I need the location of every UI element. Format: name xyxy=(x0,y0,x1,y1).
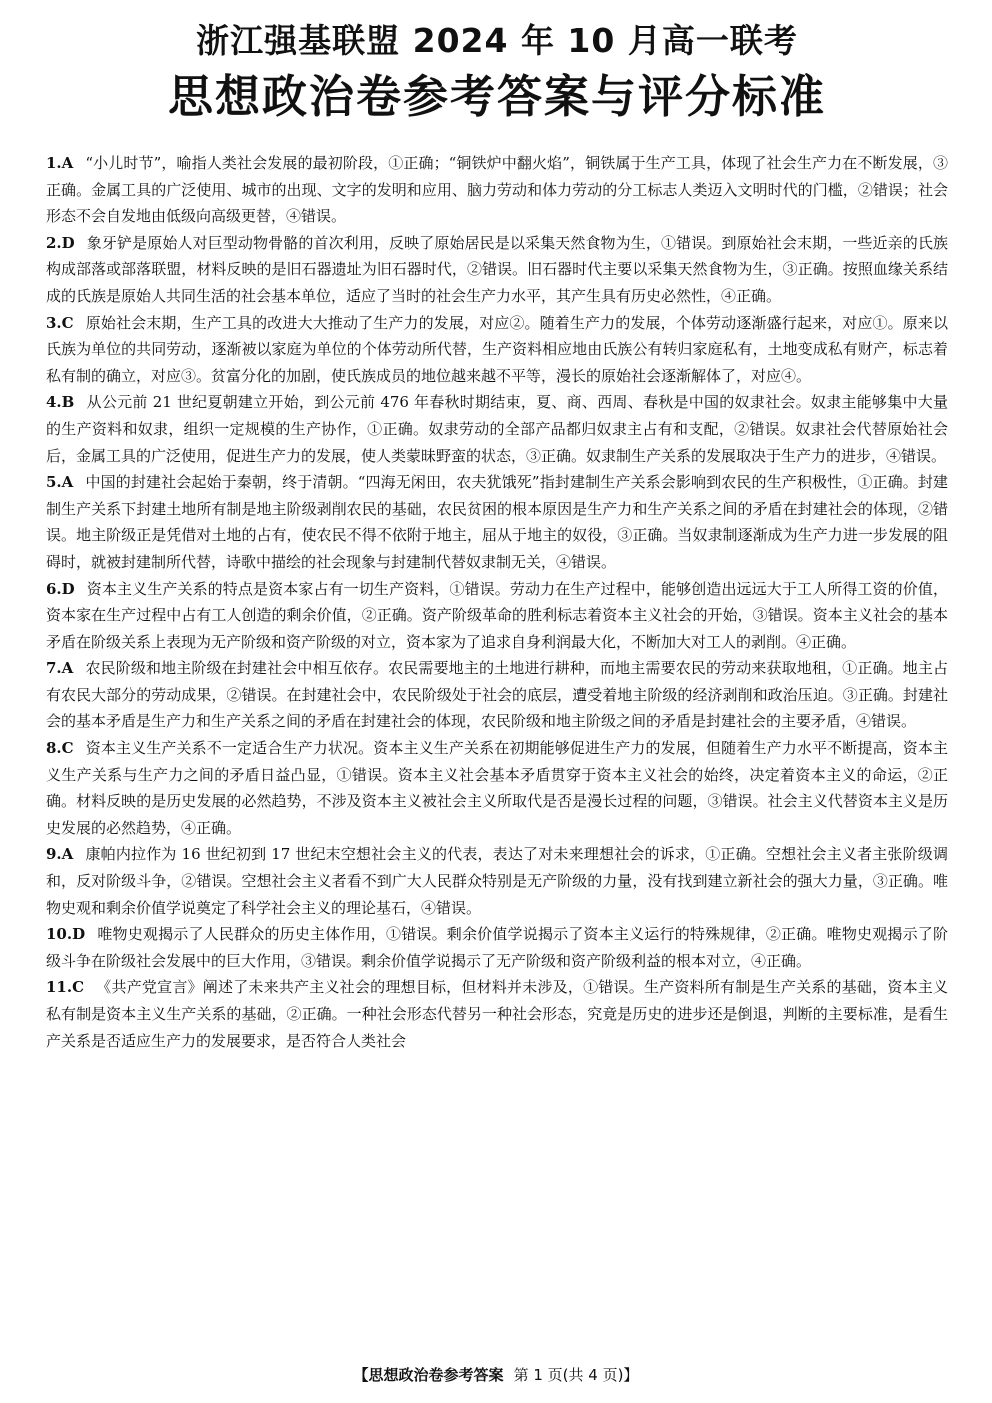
answer-number: 7. xyxy=(46,659,62,678)
answer-number: 9. xyxy=(46,845,62,864)
answer-number: 4. xyxy=(46,393,62,412)
answer-number: 11. xyxy=(46,978,73,997)
exam-title: 浙江强基联盟 2024 年 10 月高一联考 xyxy=(196,21,798,60)
answer-item-9 xyxy=(46,841,948,921)
answer-number: 1. xyxy=(46,154,62,172)
answer-key: C xyxy=(61,739,74,758)
answer-number: 8. xyxy=(46,739,62,758)
answer-number: 3. xyxy=(46,313,62,332)
answer-explanation: 原始社会末期，生产工具的改进大大推动了生产力的发展，对应②。随着生产力的发展，个体劳动逐渐盛行起来，对应①。原来以氏族为单位的共同劳动，逐渐被以家庭为单位的个体劳动所代替，生产资料相应地由氏族公有转归家庭私有，土地变成私有财产，标志着私有制的确立，对应③。贫富分化的加剧，使氏族成员的地位越来越不平等，漫长的原始社会逐渐解体了，对应④。 xyxy=(46,313,948,385)
answer-key: A xyxy=(61,845,74,864)
page-footer xyxy=(0,1364,992,1385)
answer-explanation: 从公元前 21 世纪夏朝建立开始，到公元前 476 年春秋时期结束，夏、商、西周、春秋是中国的奴隶社会。奴隶主能够集中大量的生产资料和奴隶，组织一定规模的生产协作，①正确。奴隶劳动的全部产品都归奴隶主占有和支配，②错误。奴隶社会代替原始社会后，金属工具的广泛使用，促进生产力的发展，使人类蒙昧野蛮的状态，③正确。奴隶制生产关系的发展取决于生产力的进步，④错误。 xyxy=(46,393,948,465)
answer-key: D xyxy=(61,579,75,598)
document-title: 思想政治卷参考答案与评分标准 xyxy=(167,70,826,123)
answer-key: D xyxy=(61,233,75,252)
answer-explanation: 唯物史观揭示了人民群众的历史主体作用，①错误。剩余价值学说揭示了资本主义运行的特殊规律，②正确。唯物史观揭示了阶级斗争在阶级社会发展中的巨大作用，③错误。剩余价值学说揭示了无产阶级和资产阶级利益的根本对立，④正确。 xyxy=(46,925,948,970)
answer-explanation: 《共产党宣言》阐述了未来共产主义社会的理想目标，但材料并未涉及，①错误。生产资料所有制是生产关系的基础，资本主义私有制是资本主义生产关系的基础，②正确。一种社会形态代替另一种社会形态，究竟是历史的进步还是倒退，判断的主要标准，是看生产关系是否适应生产力的发展要求，是否符合人类社会 xyxy=(46,978,948,1050)
answer-explanation: 资本主义生产关系的特点是资本家占有一切生产资料，①错误。劳动力在生产过程中，能够创造出远远大于工人所得工资的价值，资本家在生产过程中占有工人创造的剩余价值，②正确。资产阶级革命的胜利标志着资本主义社会的开始，③错误。资本主义社会的基本矛盾在阶级关系上表现为无产阶级和资产阶级的对立，资本家为了追求自身利润最大化，不断加大对工人的剥削。④正确。 xyxy=(46,579,948,651)
answer-item-1 xyxy=(46,150,948,230)
answer-item-11 xyxy=(46,974,948,1054)
answer-item-7 xyxy=(46,655,948,735)
answer-number: 6. xyxy=(46,579,62,598)
answer-key: B xyxy=(61,393,75,412)
answer-explanation: 中国的封建社会起始于秦朝，终于清朝。“四海无闲田，农夫犹饿死”指封建制生产关系会影响到农民的生产积极性，①正确。封建制生产关系下封建土地所有制是地主阶级剥削农民的基础，农民贫困的根本原因是生产力和生产关系之间的矛盾在封建社会的体现，②错误。地主阶级正是凭借对土地的占有，使农民不得不依附于地主，屈从于地主的奴役，③正确。当奴隶制逐渐成为生产力进一步发展的阻碍时，就被封建制所代替，诗歌中描绘的社会现象与封建制代替奴隶制无关，④错误。 xyxy=(46,473,948,571)
answer-key: D xyxy=(72,925,86,944)
answer-list xyxy=(46,150,948,1054)
footer-label: 【思想政治卷参考答案 xyxy=(353,1366,504,1384)
answer-item-10 xyxy=(46,921,948,974)
answer-explanation: “小儿时节”，喻指人类社会发展的最初阶段，①正确；“铜铁炉中翻火焰”，铜铁属于生产工具，体现了社会生产力在不断发展，③正确。金属工具的广泛使用、城市的出现、文字的发明和应用、脑力劳动和体力劳动的分工标志人类迈入文明时代的门槛，②错误；社会形态不会自发地由低级向高级更替，④错误。 xyxy=(46,154,948,226)
answer-item-3 xyxy=(46,310,948,390)
answer-item-5 xyxy=(46,469,948,575)
answer-item-6 xyxy=(46,576,948,656)
answer-key: C xyxy=(61,313,74,332)
answer-explanation: 康帕内拉作为 16 世纪初到 17 世纪末空想社会主义的代表，表达了对未来理想社会的诉求，①正确。空想社会主义者主张阶级调和，反对阶级斗争，②错误。空想社会主义者看不到广大人民群众特别是无产阶级的力量，没有找到建立新社会的强大力量，③正确。唯物史观和剩余价值学说奠定了科学社会主义的理论基石，④错误。 xyxy=(46,845,948,917)
answer-key: A xyxy=(61,154,74,172)
answer-item-8 xyxy=(46,735,948,841)
answer-explanation: 农民阶级和地主阶级在封建社会中相互依存。农民需要地主的土地进行耕种，而地主需要农民的劳动来获取地租，①正确。地主占有农民大部分的劳动成果，②错误。在封建社会中，农民阶级处于社会的底层，遭受着地主阶级的经济剥削和政治压迫。③正确。封建社会的基本矛盾是生产力和生产关系之间的矛盾在封建社会的体现，农民阶级和地主阶级之间的矛盾是封建社会的主要矛盾，④错误。 xyxy=(46,659,948,731)
answer-explanation: 资本主义生产关系不一定适合生产力状况。资本主义生产关系在初期能够促进生产力的发展，但随着生产力水平不断提高，资本主义生产关系与生产力之间的矛盾日益凸显，①错误。资本主义社会基本矛盾贯穿于资本主义社会的始终，决定着资本主义的命运，②正确。材料反映的是历史发展的必然趋势，不涉及资本主义被社会主义所取代是否是漫长过程的问题，③错误。社会主义代替资本主义是历史发展的必然趋势，④正确。 xyxy=(46,739,948,837)
answer-item-2 xyxy=(46,230,948,310)
answer-number: 5. xyxy=(46,473,62,492)
answer-key: C xyxy=(72,978,85,997)
answer-explanation: 象牙铲是原始人对巨型动物骨骼的首次利用，反映了原始居民是以采集天然食物为生，①错误。到原始社会末期，一些近亲的氏族构成部落或部落联盟，材料反映的是旧石器遗址为旧石器时代，②错误。旧石器时代主要以采集天然食物为生，③正确。按照血缘关系结成的氏族是原始人共同生活的社会基本单位，适应了当时的社会生产力水平，其产生具有历史必然性，④正确。 xyxy=(46,233,948,305)
page-number: 第 1 页(共 4 页)】 xyxy=(513,1366,639,1384)
answer-key: A xyxy=(61,473,74,492)
answer-key: A xyxy=(61,659,74,678)
answer-number: 10. xyxy=(46,925,73,944)
answer-item-4 xyxy=(46,389,948,469)
answer-number: 2. xyxy=(46,233,62,252)
